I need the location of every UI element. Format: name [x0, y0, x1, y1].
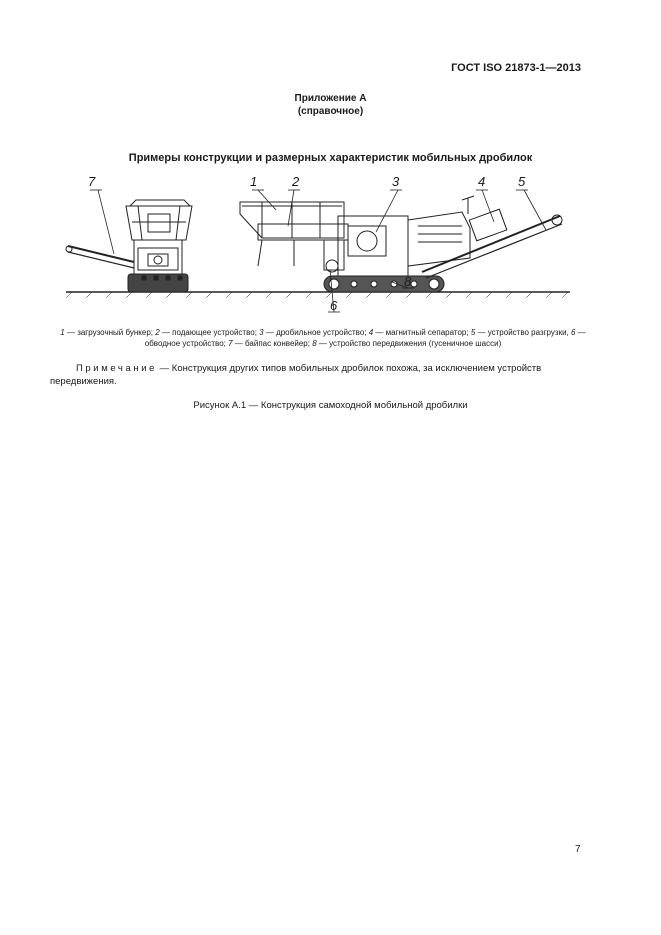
note-text: — Конструкция других типов мобильных дробилок похожа, за исключением устройств [159, 363, 542, 374]
legend-item-3: 3 — дробильное устройство; [259, 328, 367, 337]
side-view-machine [240, 196, 562, 292]
appendix-subtitle: (справочное) [297, 106, 364, 117]
callout-8: 8 [404, 274, 412, 289]
callout-2: 2 [292, 174, 300, 189]
note-text-continued: передвижения. [50, 376, 117, 387]
appendix-title: Приложение А [294, 93, 367, 104]
figure-legend [58, 327, 588, 349]
note-label: Примечание [76, 363, 157, 374]
callout-5: 5 [518, 174, 526, 189]
legend-item-1: 1 — загрузочный бункер; [60, 328, 153, 337]
ground-line [66, 292, 570, 298]
page-number: 7 [575, 844, 581, 855]
callout-4: 4 [478, 174, 486, 189]
figure-caption: Рисунок А.1 — Конструкция самоходной мобильной дробилки [193, 400, 468, 411]
callout-1: 1 [250, 174, 258, 189]
appendix-heading [0, 92, 661, 118]
document-standard-header: ГОСТ ISO 21873-1—2013 [451, 62, 581, 74]
callout-7: 7 [88, 174, 96, 189]
legend-item-5: 5 — устройство разгрузки, [470, 328, 569, 337]
front-view-machine [66, 200, 192, 292]
legend-item-6: 6 — обводное устройство; [144, 328, 586, 348]
legend-item-7: 7 — байпас конвейер; [228, 339, 310, 348]
legend-item-2: 2 — подающее устройство; [155, 328, 257, 337]
callout-6: 6 [330, 298, 338, 313]
legend-item-4: 4 — магнитный сепаратор; [368, 328, 469, 337]
crusher-figure [62, 170, 582, 320]
figure-note [50, 362, 586, 388]
callout-leaders [90, 190, 546, 312]
legend-item-8: 8 — устройство передвижения (гусеничное шасси) [312, 339, 502, 348]
section-title: Примеры конструкции и размерных характеристик мобильных дробилок [128, 152, 533, 164]
callout-3: 3 [392, 174, 400, 189]
